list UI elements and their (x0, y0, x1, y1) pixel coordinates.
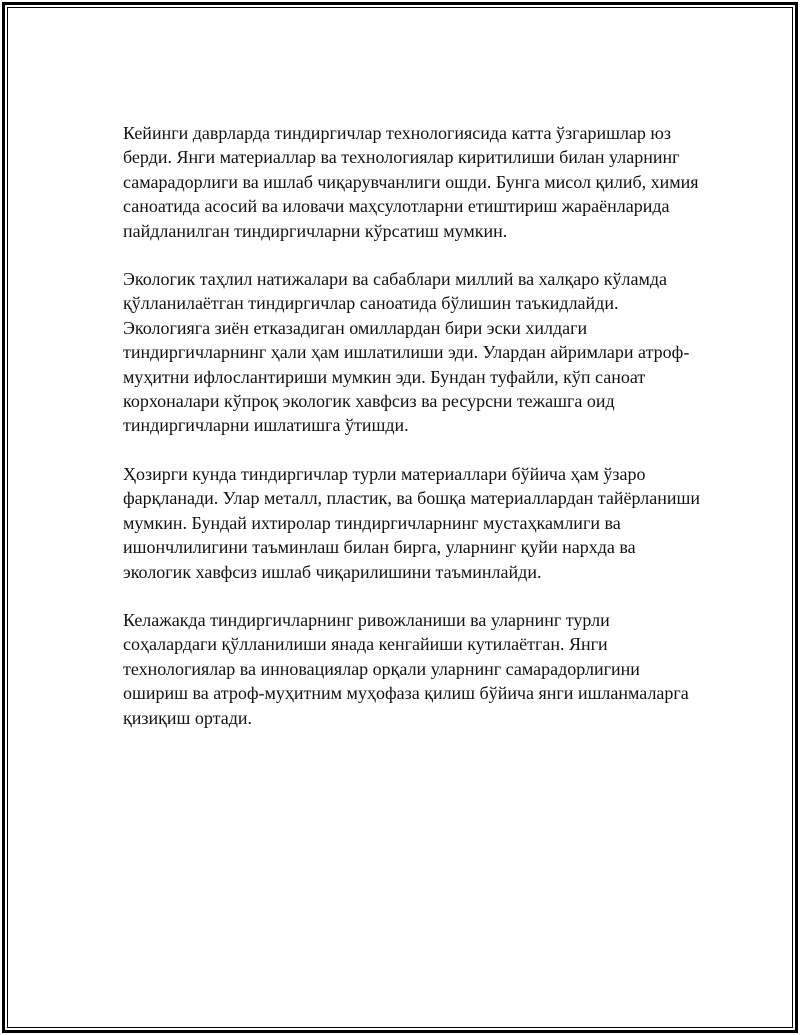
paragraph-1: Кейинги даврларда тиндиргичлар технологиясида катта ўзгаришлар юз берди. Янги материаллар ва технологиялар киритилиши билан уларнинг самарадорлиги ва ишлаб чиқарувчанлиги ошди. Бунга мисол қилиб, химия саноатида асосий ва иловачи маҳсулотларни етиштириш жараёнларида пайдланилган тиндиргичларни кўрсатиш мумкин. (123, 123, 699, 241)
document-body (123, 121, 703, 754)
paragraph-3: Ҳозирги кунда тиндиргичлар турли материаллари бўйича ҳам ўзаро фарқланади. Улар металл, пластик, ва бошқа материаллардан тайёрланиши мумкин. Бундай ихтиролар тиндиргичларнинг мустаҳкамлиги ва ишончлилигини таъминлаш билан бирга, уларнинг қуйи нархда ва экологик хавфсиз ишлаб чиқарилишини таъминлайди. (123, 463, 701, 582)
page-border (2, 2, 798, 1033)
paragraph-2: Экологик таҳлил натижалари ва сабаблари миллий ва халқаро кўламда қўлланилаётган тиндиргичлар саноатида бўлишин таъкидлайди. Экологияга зиён етказадиган омиллардан бири эски хилдаги тиндиргичларнинг ҳали ҳам ишлатилиши эди. Улардан айримлари атроф-муҳитни ифлослантириши мумкин эди. Бундан туфайли, кўп саноат корхоналари кўпроқ экологик хавфсиз ва ресурсни тежашга оид тиндиргичларни ишлатишга ўтишди. (123, 269, 690, 436)
paragraph-4: Келажакда тиндиргичларнинг ривожланиши ва уларнинг турли соҳалардаги қўлланилиши янада кенгайиши кутилаётган. Янги технологиялар ва инновациялар орқали уларнинг самарадорлигини ошириш ва атроф-муҳитним муҳофаза қилиш бўйича янги ишланмаларга қизиқиш ортади. (123, 609, 689, 728)
